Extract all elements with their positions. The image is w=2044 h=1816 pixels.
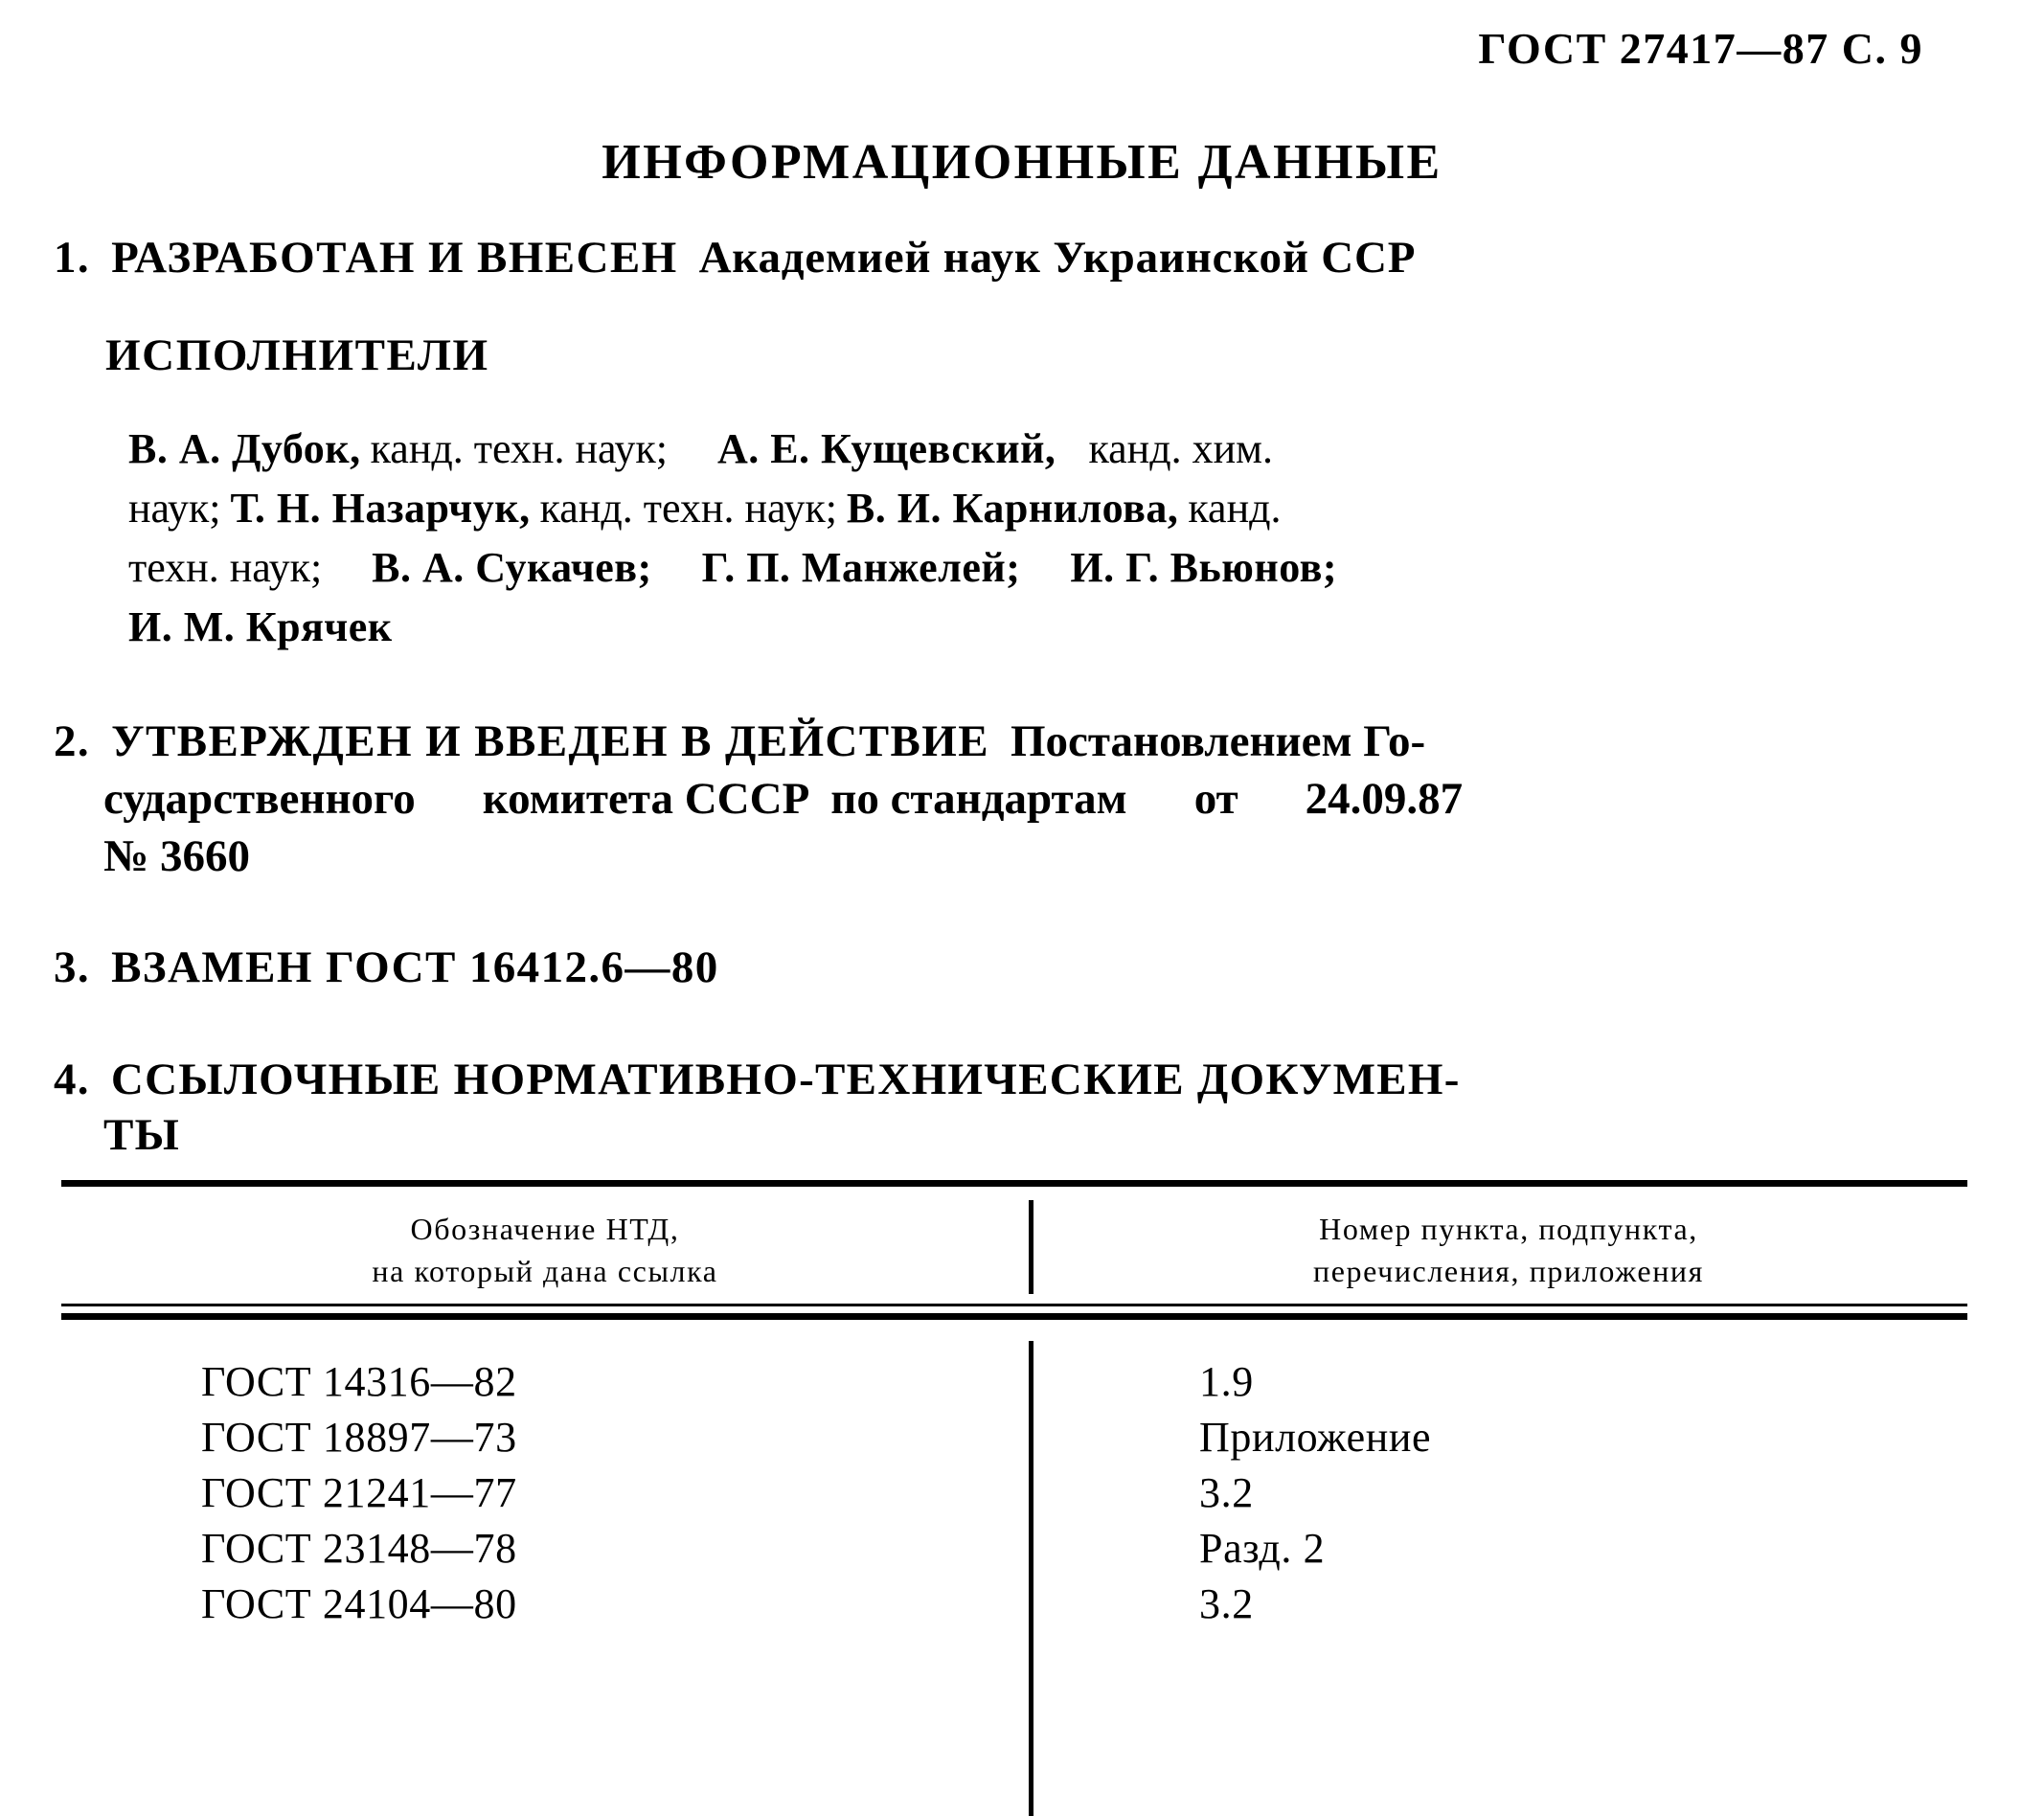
clause-1 xyxy=(54,228,1960,657)
clause-4 xyxy=(54,1052,1960,1163)
clause-3-number: 3. xyxy=(54,942,91,992)
performer-name-kuschevsky: А. Е. Кущевский, xyxy=(716,425,1056,472)
clause-2 xyxy=(54,713,1960,885)
table-column-header-ref-line-1: Номер пункта, подпункта, xyxy=(1319,1212,1698,1246)
document-body xyxy=(54,228,1960,1176)
performer-degree-3: канд. техн. наук; xyxy=(539,485,837,532)
table-row: ГОСТ 18897—73 xyxy=(201,1414,517,1461)
table-body-column-divider xyxy=(1029,1341,1033,1816)
table-column-header-ntd xyxy=(61,1208,1029,1292)
performer-name-sukachev: В. А. Сукачев; xyxy=(372,544,652,591)
clause-4-text-line-1: ССЫЛОЧНЫЕ НОРМАТИВНО-ТЕХНИЧЕСКИЕ ДОКУМЕН- xyxy=(110,1055,1461,1104)
reference-documents-table xyxy=(61,1180,1967,1751)
performer-name-karnilova: В. И. Карнилова, xyxy=(846,485,1179,532)
table-row: Разд. 2 xyxy=(1199,1525,1326,1572)
clause-4-text-line-2: ТЫ xyxy=(103,1110,181,1160)
clause-2-line-1 xyxy=(54,713,1960,770)
table-header-bottom-rule-2 xyxy=(61,1313,1967,1320)
table-row: ГОСТ 23148—78 xyxy=(201,1525,517,1572)
clause-4-number: 4. xyxy=(54,1055,90,1104)
clause-4-line-2 xyxy=(103,1107,1960,1163)
table-header-row xyxy=(61,1187,1967,1304)
running-head: ГОСТ 27417—87 С. 9 xyxy=(1478,24,1923,73)
table-column-header-ref xyxy=(1050,1208,1967,1292)
table-column-ref-values xyxy=(1199,1354,1431,1632)
performers-line-3 xyxy=(128,538,1948,598)
clause-1-number: 1. xyxy=(54,233,91,283)
performer-name-dubok: В. А. Дубок, xyxy=(128,425,361,472)
performer-degree-4-cont: техн. наук; xyxy=(128,544,323,591)
performer-degree-1: канд. техн. наук; xyxy=(370,425,668,472)
table-column-header-ref-line-2: перечисления, приложения xyxy=(1313,1254,1704,1288)
clause-2-approval-date: 24.09.87 xyxy=(1305,774,1464,824)
clause-2-resolution-number: № 3660 xyxy=(103,831,250,881)
page-title: ИНФОРМАЦИОННЫЕ ДАННЫЕ xyxy=(602,135,1442,190)
clause-2-number: 2. xyxy=(54,716,91,766)
performers-line-1 xyxy=(128,420,1948,479)
table-row: ГОСТ 24104—80 xyxy=(201,1580,517,1627)
table-row: ГОСТ 21241—77 xyxy=(201,1469,517,1516)
clause-2-word-komiteta: комитета СССР xyxy=(482,774,810,824)
clause-2-word-standarty: по стандартам xyxy=(830,774,1127,824)
table-column-ntd-values xyxy=(201,1354,517,1632)
clause-1-rest-text: Академией наук Украинской ССР xyxy=(698,233,1417,283)
table-row: Приложение xyxy=(1199,1414,1432,1461)
performers-heading: ИСПОЛНИТЕЛИ xyxy=(105,330,489,380)
performer-name-nazarchuk: Т. Н. Назарчук, xyxy=(230,485,531,532)
table-header-column-divider xyxy=(1029,1200,1033,1294)
table-body xyxy=(61,1320,1967,1751)
clause-2-line-2 xyxy=(103,770,1960,828)
performer-name-manzheley: Г. П. Манжелей; xyxy=(701,544,1021,591)
table-row: 3.2 xyxy=(1199,1580,1254,1627)
table-row: ГОСТ 14316—82 xyxy=(201,1358,517,1405)
clause-3-text: ВЗАМЕН ГОСТ 16412.6—80 xyxy=(111,942,719,992)
performer-degree-4: канд. xyxy=(1188,485,1282,532)
table-row: 1.9 xyxy=(1199,1358,1254,1405)
table-top-rule xyxy=(61,1180,1967,1187)
table-column-header-ntd-line-2: на который дана ссылка xyxy=(372,1254,718,1288)
table-row: 3.2 xyxy=(1199,1469,1254,1516)
clause-4-line-1 xyxy=(54,1052,1960,1107)
clause-1-caps-text: РАЗРАБОТАН И ВНЕСЕН xyxy=(111,233,678,283)
clause-2-line-3 xyxy=(103,828,1960,885)
performers-list xyxy=(128,420,1948,657)
clause-2-caps-text: УТВЕРЖДЕН И ВВЕДЕН В ДЕЙСТВИЕ xyxy=(111,716,989,766)
clause-2-rest-text: Постановлением Го- xyxy=(1010,716,1426,766)
clause-3 xyxy=(54,939,1960,996)
table-column-header-ntd-line-1: Обозначение НТД, xyxy=(410,1212,680,1246)
performer-degree-2: канд. хим. xyxy=(1088,425,1274,472)
performers-line-4 xyxy=(128,598,1948,657)
clause-3-line-1 xyxy=(54,939,1960,996)
performer-degree-2-cont: наук; xyxy=(128,485,221,532)
table-rule-gap xyxy=(61,1306,1967,1313)
performers-line-2 xyxy=(128,479,1948,538)
performer-name-vyunov: И. Г. Вьюнов; xyxy=(1070,544,1338,591)
clause-2-word-ot: от xyxy=(1193,774,1238,824)
clause-2-word-gosudarstvennogo: сударственного xyxy=(103,774,416,824)
performer-name-kryachek: И. М. Крячек xyxy=(128,603,393,650)
clause-1-heading-line xyxy=(54,228,1960,287)
